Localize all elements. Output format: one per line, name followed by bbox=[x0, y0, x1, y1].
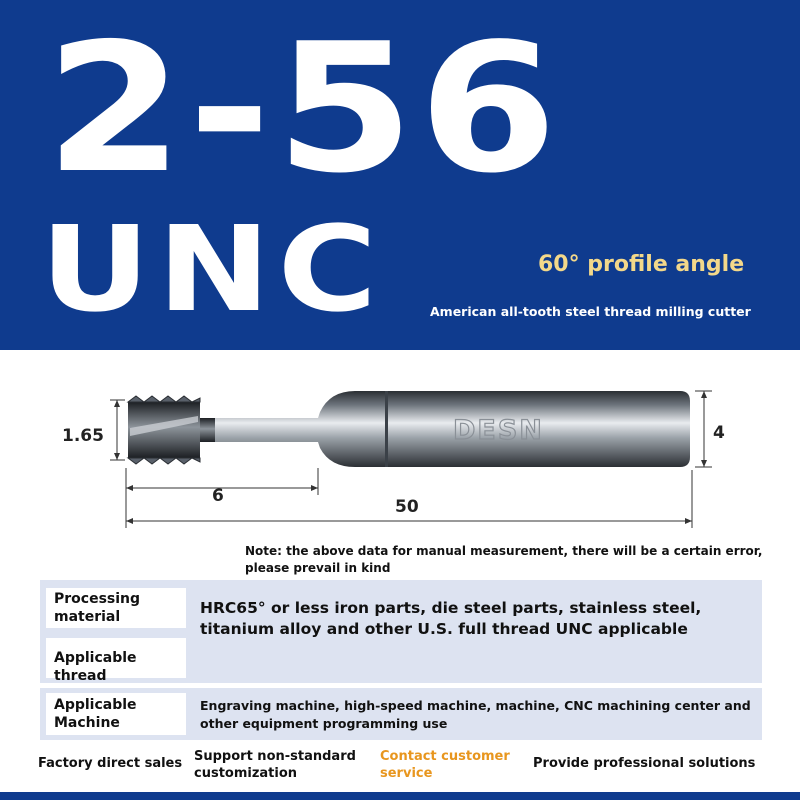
footer-factory-direct: Factory direct sales bbox=[38, 756, 183, 771]
thread-standard-title: UNC bbox=[40, 200, 385, 338]
dim-total-length: 50 bbox=[395, 497, 419, 517]
product-subtitle: American all-tooth steel thread milling cutter bbox=[430, 304, 751, 319]
footer-solutions: Provide professional solutions bbox=[533, 756, 756, 771]
thread-milling-cutter bbox=[128, 391, 690, 467]
title-banner bbox=[0, 0, 800, 350]
processing-material-label: Processing material bbox=[46, 588, 186, 628]
footer-customization: Support non-standard customization bbox=[194, 749, 356, 781]
dim-head-diameter: 1.65 bbox=[62, 426, 104, 446]
applicable-machine-label: Applicable Machine bbox=[46, 693, 186, 735]
footer-contact-service[interactable]: Contact customer service bbox=[380, 749, 510, 781]
brand-logo: DESN bbox=[453, 415, 544, 446]
material-thread-value: HRC65° or less iron parts, die steel parts, stainless steel, titanium alloy and other U.S. full thread UNC applicable bbox=[200, 599, 702, 638]
applicable-machine-value: Engraving machine, high-speed machine, machine, CNC machining center and other equipment programming use bbox=[200, 698, 751, 731]
cutter-dimension-diagram bbox=[0, 370, 800, 540]
thread-code-title: 2-56 bbox=[45, 5, 562, 212]
bottom-bar bbox=[0, 792, 800, 800]
dim-shank-diameter: 4 bbox=[713, 423, 725, 443]
dim-effective-length: 6 bbox=[212, 486, 224, 506]
applicable-thread-label: Applicable thread bbox=[46, 638, 186, 678]
profile-angle-text: 60° profile angle bbox=[538, 252, 745, 277]
measurement-note: Note: the above data for manual measurement, there will be a certain error, please prevail in kind bbox=[245, 544, 763, 575]
